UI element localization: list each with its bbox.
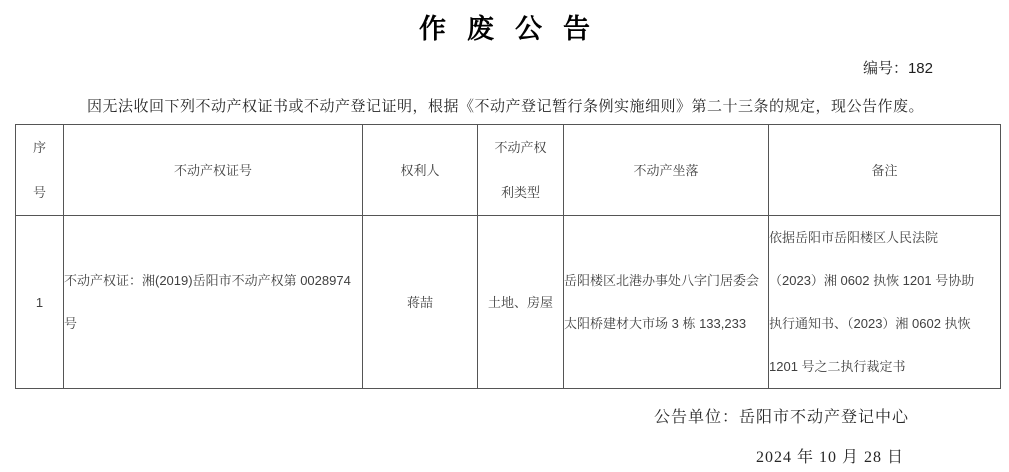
remark-line: 1201 号之二执行裁定书 [769, 359, 906, 374]
header-holder: 权利人 [363, 125, 478, 216]
doc-number-value: 182 [907, 60, 933, 77]
date-line: 2024 年 10 月 28 日 [755, 449, 904, 466]
cell-holder: 蒋喆 [363, 216, 478, 389]
page-title: 作废公告 [419, 14, 611, 44]
doc-number [0, 59, 1009, 79]
header-right-type: 不动产权利类型 [478, 125, 564, 216]
location-line: 岳阳楼区北港办事处八字门居委会 [564, 273, 760, 288]
header-cert-no: 不动产权证号 [64, 125, 363, 216]
cell-seq: 1 [16, 216, 64, 389]
remark-line: （2023）湘 0602 执恢 1201 号协助 [769, 273, 975, 288]
doc-number-label: 编号： [862, 60, 908, 77]
cell-remark [769, 216, 1001, 389]
cert-no-line: 不动产权证：湘(2019)岳阳市不动产权第 0028974 [64, 273, 351, 288]
footer [0, 408, 1009, 468]
cancellation-table [15, 124, 1001, 389]
intro-paragraph: 因无法收回下列不动产权证书或不动产登记证明，根据《不动产登记暂行条例实施细则》第二十三条的规定，现公告作废。 [87, 99, 925, 115]
cell-location [564, 216, 769, 389]
table-row [16, 216, 1001, 389]
cell-cert-no [64, 216, 363, 389]
issuer-name: 岳阳市不动产登记中心 [738, 409, 909, 426]
cert-no-line: 号 [64, 316, 78, 331]
issuer-line [0, 408, 909, 428]
location-line: 太阳桥建材大市场 3 栋 133,233 [564, 316, 747, 331]
issuer-label: 公告单位： [653, 409, 739, 426]
header-location: 不动产坐落 [564, 125, 769, 216]
remark-line: 依据岳阳市岳阳楼区人民法院 [769, 230, 939, 245]
cell-right-type: 土地、房屋 [478, 216, 564, 389]
header-seq: 序号 [16, 125, 64, 216]
table-header-row [16, 125, 1001, 216]
header-remark: 备注 [769, 125, 1001, 216]
remark-line: 执行通知书、（2023）湘 0602 执恢 [769, 316, 971, 331]
